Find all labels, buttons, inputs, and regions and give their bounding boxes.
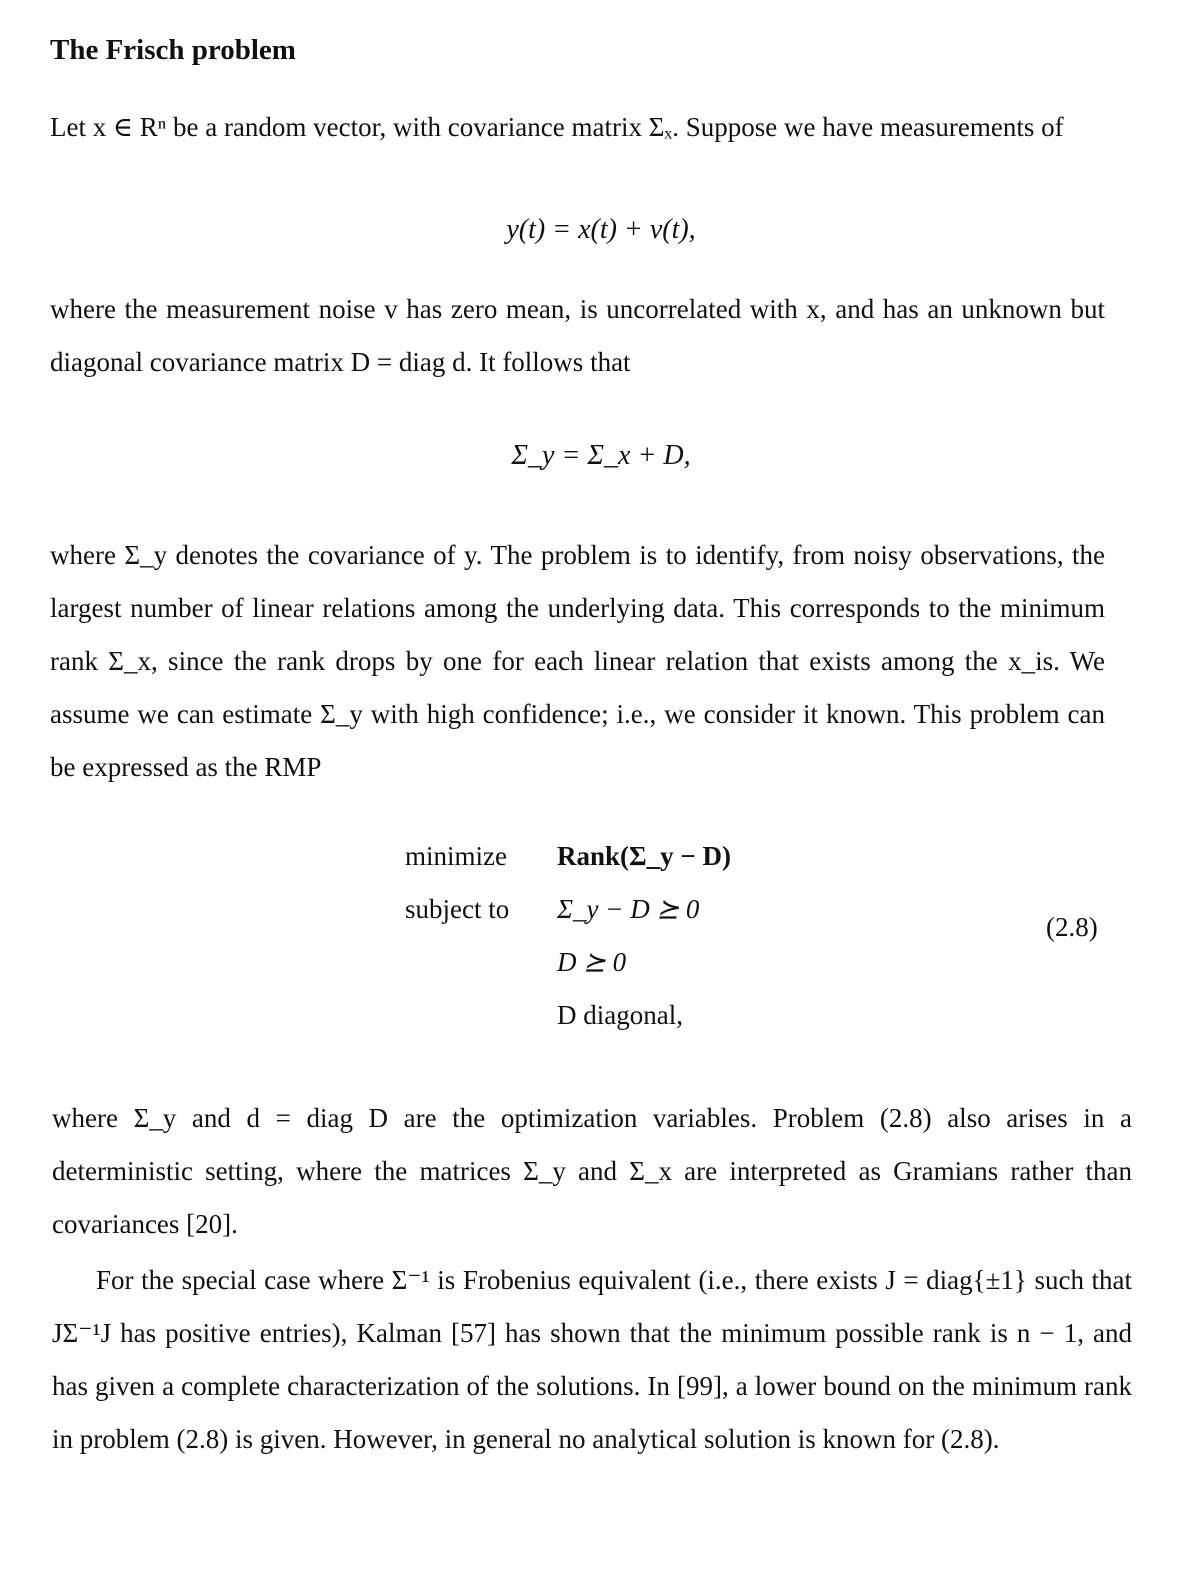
rmp-label-subject-to: subject to [405,894,510,924]
paragraph-frobenius [52,1254,1132,1466]
paragraph-variables: where Σ_y and d = diag D are the optimization variables. Problem (2.8) also arises in a deterministic setting, where the matrices Σ_y and Σ_x are interpreted as Gramians rather than covariances [20]. [52,1103,1132,1239]
equation-number: (2.8) [1046,912,1098,942]
paragraph-frobenius-text: For the special case where Σ⁻¹ is Frobenius equivalent (i.e., there exists J = diag{±1} such that JΣ⁻¹J has positive entries), Kalman [57] has shown that the minimum possible rank is n − 1, and has given a complete characterization of the solutions. In [99], a lower bound on the minimum rank in problem (2.8) is given. However, in general no analytical solution is known for (2.8). [52,1265,1132,1454]
equation-covariance: Σ_y = Σ_x + D, [511,440,691,471]
paragraph-noise: where the measurement noise v has zero mean, is uncorrelated with x, and has an unknown but diagonal covariance matrix D = diag d. It follows that [50,294,1105,377]
paragraph-problem: where Σ_y denotes the covariance of y. The problem is to identify, from noisy observations, the largest number of linear relations among the underlying data. This corresponds to the minimum rank Σ_x, since the rank drops by one for each linear relation that exists among the x_is. We assume we can estimate Σ_y with high confidence; i.e., we consider it known. This problem can be expressed as the RMP [50,540,1105,782]
rmp-expr-constraint-3: D diagonal, [557,1000,683,1030]
rmp-expr-objective: Rank(Σ_y − D) [557,841,732,871]
equation-measurement: y(t) = x(t) + v(t), [506,214,696,245]
rmp-expr-constraint-1: Σ_y − D ⪰ 0 [557,894,700,924]
section-heading: The Frisch problem [50,34,296,66]
rmp-expr-constraint-2: D ⪰ 0 [557,947,627,977]
paragraph-intro: Let x ∈ Rⁿ be a random vector, with covariance matrix Σₓ. Suppose we have measurements of [50,112,1064,142]
rmp-label-minimize: minimize [405,841,507,871]
